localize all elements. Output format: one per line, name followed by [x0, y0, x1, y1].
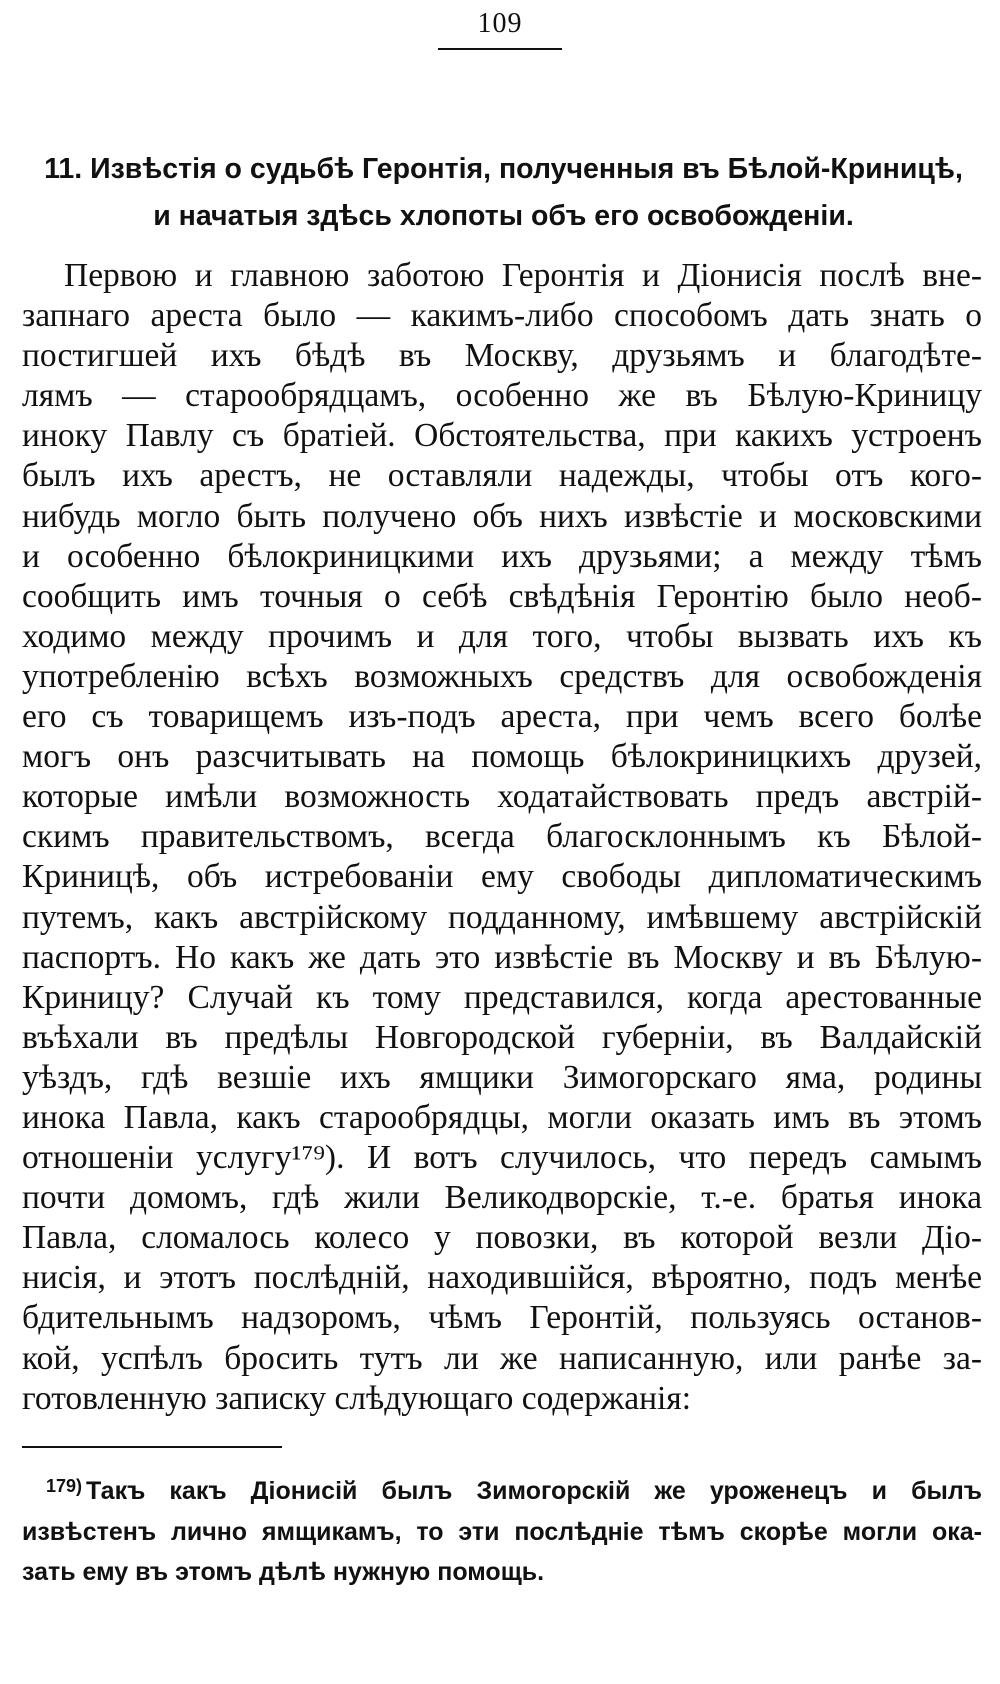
text-line: сообщить имъ точныя о себѣ свѣдѣнія Геронтію было необ-	[22, 577, 982, 615]
section-heading	[26, 146, 981, 240]
text-line: могъ онъ разсчитывать на помощь бѣлокриницкихъ друзей,	[22, 738, 982, 776]
text-line: Криницу? Случай къ тому представился, когда арестованные	[22, 978, 982, 1016]
text-line: Криницѣ, объ истребованіи ему свободы дипломатическимъ	[22, 858, 982, 896]
footnote-line: извѣстенъ лично ямщикамъ, то эти послѣдніе тѣмъ скорѣе могли ока-	[22, 1517, 982, 1546]
text-line: запнаго ареста было — какимъ-либо способомъ дать знать о	[22, 297, 982, 335]
text-line: иноку Павлу съ братіей. Обстоятельства, при какихъ устроенъ	[22, 417, 982, 455]
heading-line-2: и начатыя здѣсь хлопоты объ его освобожденіи.	[153, 200, 854, 232]
text-line: Первою и главною заботою Геронтія и Діонисія послѣ вне-	[64, 257, 982, 294]
text-line: уѣздъ, гдѣ везшіе ихъ ямщики Зимогорскаго яма, родины	[22, 1058, 982, 1096]
text-line: употребленію всѣхъ возможныхъ средствъ для освобожденія	[22, 657, 982, 695]
footnote-line: зать ему въ этомъ дѣлѣ нужную помощь.	[22, 1558, 545, 1586]
text-line: ходимо между прочимъ и для того, чтобы вызвать ихъ къ	[22, 617, 982, 655]
text-line: былъ ихъ арестъ, не оставляли надежды, чтобы отъ кого-	[22, 457, 982, 495]
text-line: которые имѣли возможность ходатайствовать предъ австрій-	[22, 778, 982, 816]
text-line: нисія, и этотъ послѣдній, находившійся, вѣроятно, подъ менѣе	[22, 1259, 982, 1297]
text-line: готовленную записку слѣдующаго содержанія:	[22, 1379, 692, 1417]
text-line: и особенно бѣлокриницкими ихъ друзьями; а между тѣмъ	[22, 537, 982, 575]
text-line: въѣхали въ предѣлы Новгородской губерніи, въ Валдайскій	[22, 1018, 982, 1056]
text-line: кой, успѣлъ бросить тутъ ли же написанную, или ранѣе за-	[22, 1339, 982, 1377]
footnote-line: $^{179)}$ Такъ какъ Діонисій былъ Зимогорскій же уроженецъ и былъ	[46, 1476, 982, 1505]
text-line: его съ товарищемъ изъ-подъ ареста, при чемъ всего болѣе	[22, 698, 982, 736]
footnote-mark: 179)	[46, 1476, 83, 1496]
text-line: инока Павла, какъ старообрядцы, могли оказать имъ въ этомъ	[22, 1098, 982, 1136]
text-line: бдительнымъ надзоромъ, чѣмъ Геронтій, пользуясь останов-	[22, 1299, 982, 1337]
page-number-rule	[438, 48, 562, 50]
text-line: путемъ, какъ австрійскому подданному, имѣвшему австрійскій	[22, 898, 982, 936]
heading-line-1: 11. Извѣстія о судьбѣ Геронтія, полученныя въ Бѣлой-Криницѣ,	[44, 153, 963, 185]
text-line: Павла, сломалось колесо у повозки, въ которой везли Діо-	[22, 1219, 982, 1257]
text-line: постигшей ихъ бѣдѣ въ Москву, друзьямъ и благодѣте-	[22, 337, 982, 375]
footnote-rule	[22, 1446, 282, 1448]
text-line: нибудь могло быть получено объ нихъ извѣстіе и московскими	[22, 497, 982, 535]
page-number: 109	[477, 8, 523, 39]
text-line: паспортъ. Но какъ же дать это извѣстіе въ Москву и въ Бѣлую-	[22, 938, 982, 976]
footnote	[22, 1466, 982, 1593]
text-line: отношеніи услугу¹⁷⁹). И вотъ случилось, что передъ самымъ	[22, 1139, 982, 1177]
body-text	[22, 256, 982, 1419]
text-line: скимъ правительствомъ, всегда благосклоннымъ къ Бѣлой-	[22, 818, 982, 856]
text-line: лямъ — старообрядцамъ, особенно же въ Бѣлую-Криницу	[22, 377, 982, 415]
text-line: почти домомъ, гдѣ жили Великодворскіе, т.-е. братья инока	[22, 1179, 982, 1217]
